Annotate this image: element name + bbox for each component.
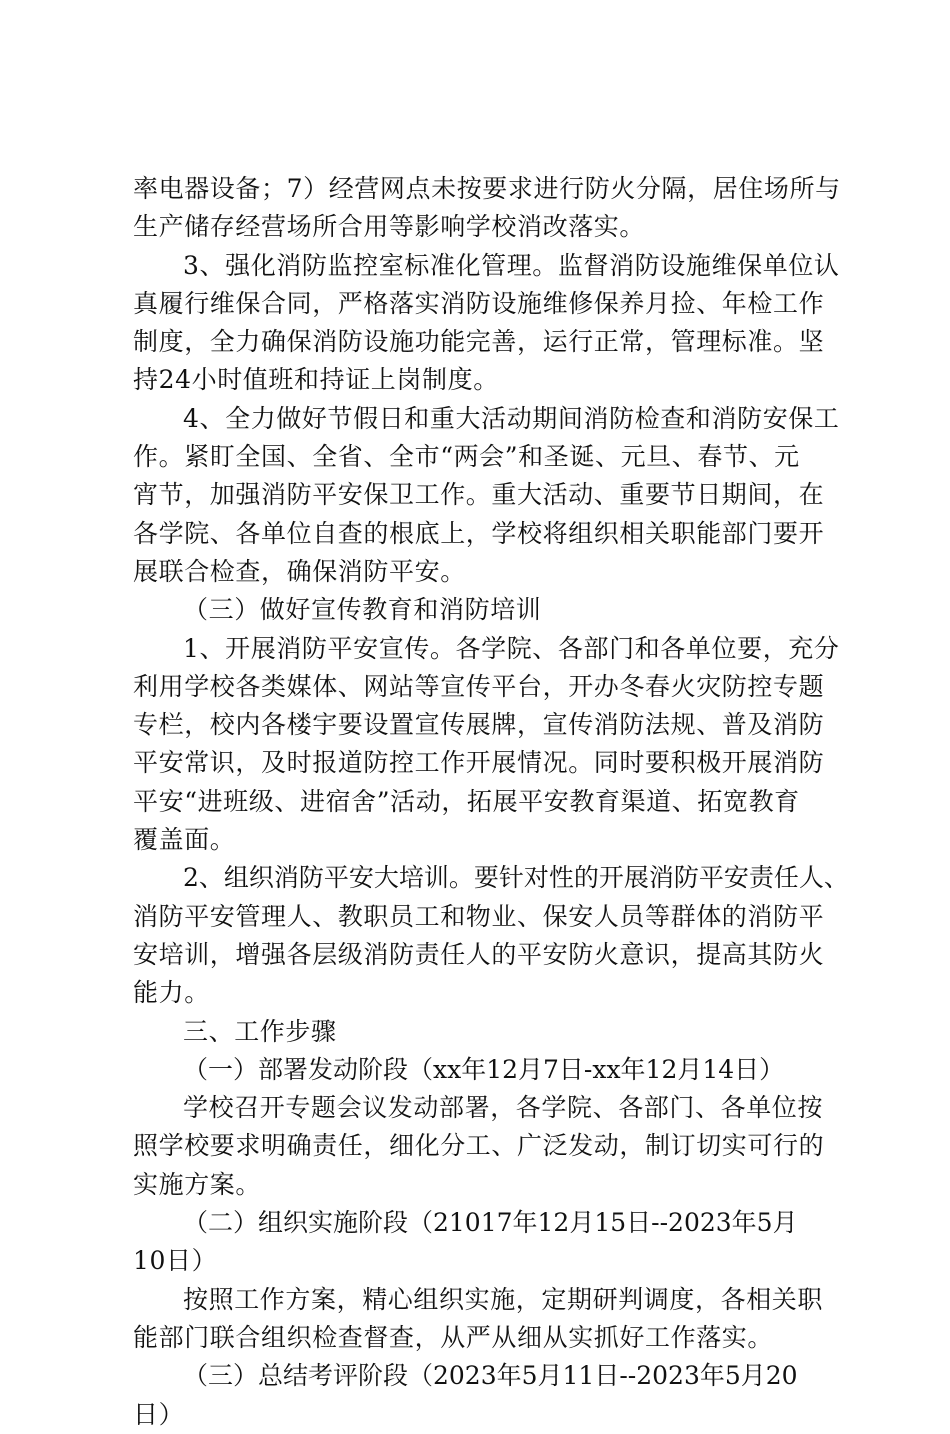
text-line: 持24小时值班和持证上岗制度。 [133,365,499,395]
stage-heading-1: （一）部署发动阶段（xx年12月7日-xx年12月14日） [183,1054,785,1084]
text-line: 能部门联合组织检查督查，从严从细从实抓好工作落实。 [133,1322,774,1352]
text-line: 制度，全力确保消防设施功能完善，运行正常，管理标准。坚 [133,327,825,357]
text-line: 展联合检查，确保消防平安。 [133,556,466,586]
text-line: 利用学校各类媒体、网站等宣传平台，开办冬春火灾防控专题 [133,671,825,701]
text-line: 能力。 [133,978,210,1008]
text-line: 实施方案。 [133,1169,262,1199]
text-line: 安培训，增强各层级消防责任人的平安防火意识，提高其防火 [133,939,825,969]
stage-heading-2: （二）组织实施阶段（21017年12月15日--2023年5月 [183,1208,798,1238]
text-line: 消防平安管理人、教职员工和物业、保安人员等群体的消防平 [133,901,825,931]
text-line: 10日） [133,1246,218,1276]
paragraph-1-start: 1、开展消防平安宣传。各学院、各部门和各单位要，充分 [183,633,840,663]
text-line: 平安常识，及时报道防控工作开展情况。同时要积极开展消防 [133,748,825,778]
text-line: 各学院、各单位自查的根底上，学校将组织相关职能部门要开 [133,518,825,548]
text-line: 作。紧盯全国、全省、全市“两会”和圣诞、元旦、春节、元 [133,442,800,472]
paragraph-4-start: 4、全力做好节假日和重大活动期间消防检查和消防安保工 [183,403,840,433]
text-line: 照学校要求明确责任，细化分工、广泛发动，制订切实可行的 [133,1131,825,1161]
text-line: 日） [133,1399,185,1429]
text-line: 宵节，加强消防平安保卫工作。重大活动、重要节日期间，在 [133,480,825,510]
paragraph-3-start: 3、强化消防监控室标准化管理。监督消防设施维保单位认 [183,250,840,280]
text-line: 专栏，校内各楼宇要设置宣传展牌，宣传消防法规、普及消防 [133,710,825,740]
text-line: 覆盖面。 [133,825,236,855]
text-line: 率电器设备；7）经营网点未按要求进行防火分隔，居住场所与 [133,174,841,203]
stage-heading-3: （三）总结考评阶段（2023年5月11日--2023年5月20 [183,1361,798,1391]
chapter-heading: 三、工作步骤 [183,1016,337,1046]
text-line: 按照工作方案，精心组织实施，定期研判调度，各相关职 [183,1284,824,1314]
paragraph-2-start: 2、组织消防平安大培训。要针对性的开展消防平安责任人、 [183,863,849,893]
document-body [133,170,853,1434]
text-line: 学校召开专题会议发动部署，各学院、各部门、各单位按 [183,1093,824,1123]
text-line: 生产储存经营场所合用等影响学校消改落实。 [133,212,646,242]
text-line: 平安“进班级、进宿舍”活动，拓展平安教育渠道、拓宽教育 [133,786,800,816]
section-heading: （三）做好宣传教育和消防培训 [183,595,542,625]
text-line: 真履行维保合同，严格落实消防设施维修保养月捡、年检工作 [133,288,825,318]
